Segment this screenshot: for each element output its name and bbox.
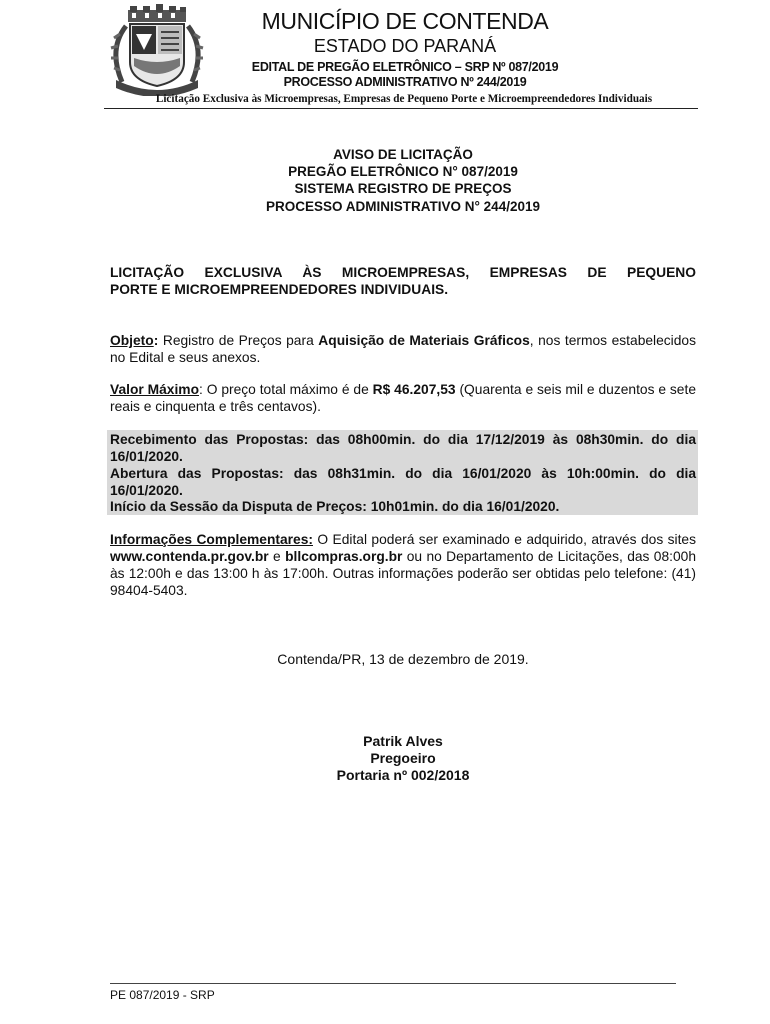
objeto-paragraph (110, 332, 696, 366)
aviso-sistema: SISTEMA REGISTRO DE PREÇOS (294, 181, 512, 196)
info-text3: ou no Departamento de Licitações, das 08:00h às 12:00h e das 13:00 h às 17:00h. Outras informações poderão ser obtidas pelo telefone: (41) 98404-5403. (110, 549, 697, 598)
header-divider (104, 108, 698, 109)
header-edital: EDITAL DE PREGÃO ELETRÔNICO – SRP Nº 087/2019 (251, 60, 559, 74)
header-estado: ESTADO DO PARANÁ (313, 36, 497, 56)
header-municipio: MUNICÍPIO DE CONTENDA (261, 8, 549, 34)
objeto-colon: : (153, 333, 159, 348)
valor-text-after: (Quarenta e seis mil e duzentos e sete reais e cinquenta e três centavos). (110, 382, 696, 414)
info-text2: e (268, 549, 286, 564)
recebimento-propostas: Recebimento das Propostas: das 08h00min. do dia 17/12/2019 às 08h30min. do dia 16/01/2020. (110, 432, 696, 464)
objeto-bold-text: Aquisição de Materiais Gráficos (318, 333, 530, 348)
exclusiva-heading-line2: PORTE E MICROEMPREENDEDORES INDIVIDUAIS. (110, 282, 449, 297)
aviso-title: AVISO DE LICITAÇÃO (333, 147, 473, 162)
signatory-portaria: Portaria nº 002/2018 (336, 767, 470, 783)
info-label: Informações Complementares: (110, 532, 313, 547)
footer-divider (110, 983, 676, 984)
footer-reference: PE 087/2019 - SRP (110, 988, 215, 1002)
valor-paragraph (110, 381, 696, 415)
site-link-contenda[interactable]: www.contenda.pr.gov.br (110, 549, 269, 564)
objeto-label: Objeto (110, 333, 154, 348)
signatory-name: Patrik Alves (363, 733, 443, 749)
inicio-sessao: Início da Sessão da Disputa de Preços: 10h01min. do dia 16/01/2020. (110, 499, 560, 514)
local-data: Contenda/PR, 13 de dezembro de 2019. (277, 651, 529, 667)
signatory-role: Pregoeiro (370, 750, 436, 766)
header-processo: PROCESSO ADMINISTRATIVO Nº 244/2019 (283, 75, 527, 89)
exclusiva-heading-line1: LICITAÇÃO EXCLUSIVA ÀS MICROEMPRESAS, EMPRESAS DE PEQUENO (110, 265, 696, 280)
site-link-bllcompras[interactable]: bllcompras.org.br (285, 549, 403, 564)
header-exclusiva-subtitle: Licitação Exclusiva às Microempresas, Empresas de Pequeno Porte e Microempreendedores Individuais (155, 93, 653, 105)
valor-text-before: : O preço total máximo é de (199, 382, 373, 397)
abertura-propostas: Abertura das Propostas: das 08h31min. do dia 16/01/2020 às 10h:00min. do dia 16/01/2020. (110, 466, 696, 498)
info-paragraph (110, 531, 696, 599)
valor-label: Valor Máximo (110, 382, 199, 397)
municipal-coat-of-arms-icon (106, 4, 208, 96)
objeto-text-before: Registro de Preços para (158, 333, 319, 348)
exclusiva-heading (110, 264, 696, 298)
aviso-processo: PROCESSO ADMINISTRATIVO N° 244/2019 (266, 199, 540, 214)
objeto-text-after: , nos termos estabelecidos no Edital e seus anexos. (110, 333, 696, 365)
info-text1: O Edital poderá ser examinado e adquirido, através dos sites (312, 532, 696, 547)
valor-amount: R$ 46.207,53 (372, 382, 456, 397)
aviso-pregao: PREGÃO ELETRÔNICO N° 087/2019 (288, 164, 518, 179)
